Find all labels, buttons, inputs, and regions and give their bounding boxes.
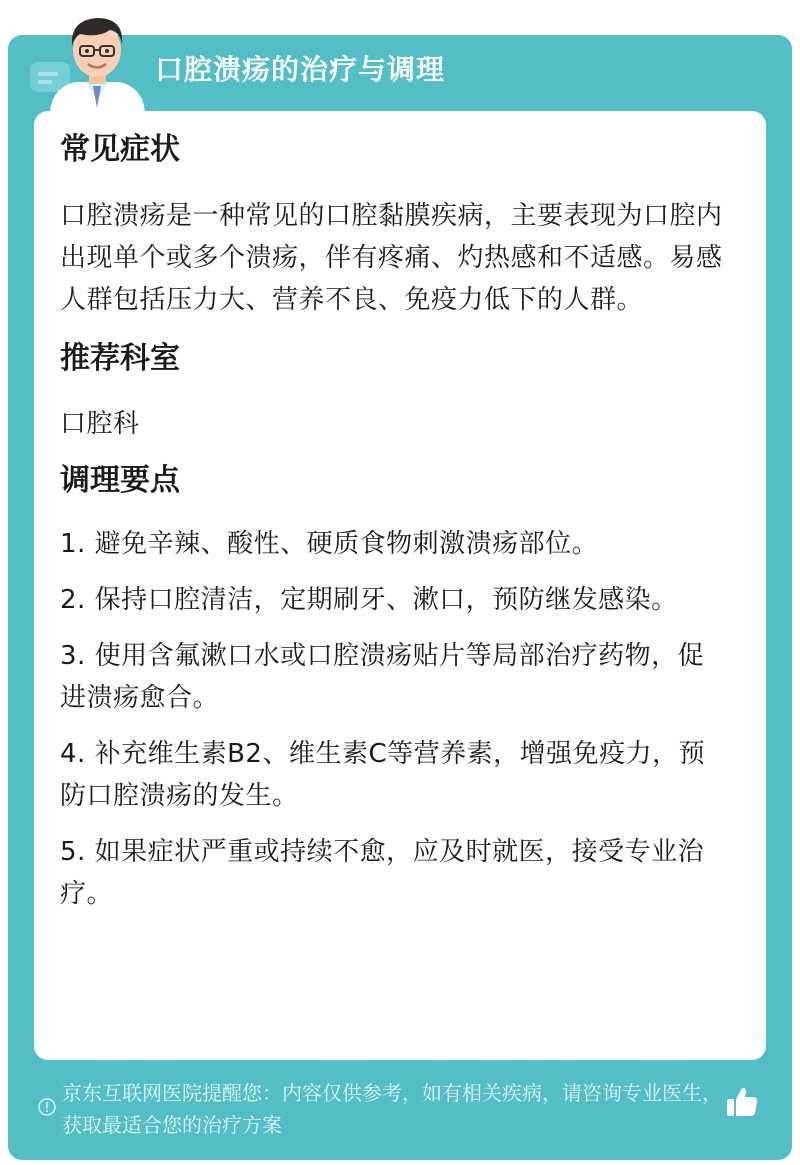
thumbs-up-icon[interactable] <box>724 1084 760 1120</box>
disclaimer-text: 京东互联网医院提醒您：内容仅供参考，如有相关疾病，请咨询专业医生，获取最适合您的治疗方案 <box>62 1081 722 1137</box>
article-content <box>60 130 730 915</box>
symptoms-heading: 常见症状 <box>60 132 180 167</box>
care-item-3: 3. 使用含氟漱口水或口腔溃疡贴片等局部治疗药物，促进溃疡愈合。 <box>60 641 705 713</box>
department-body: 口腔科 <box>60 409 140 439</box>
symptoms-body: 口腔溃疡是一种常见的口腔黏膜疾病，主要表现为口腔内出现单个或多个溃疡，伴有疼痛、灼热感和不适感。易感人群包括压力大、营养不良、免疫力低下的人群。 <box>60 201 723 315</box>
department-heading: 推荐科室 <box>60 341 180 376</box>
care-item-1: 1. 避免辛辣、酸性、硬质食物刺激溃疡部位。 <box>60 529 599 559</box>
info-icon <box>37 1097 57 1117</box>
care-item-5: 5. 如果症状严重或持续不愈，应及时就医，接受专业治疗。 <box>60 837 705 909</box>
care-item-4: 4. 补充维生素B2、维生素C等营养素，增强免疫力，预防口腔溃疡的发生。 <box>60 739 706 811</box>
care-heading: 调理要点 <box>60 463 180 498</box>
care-item-2: 2. 保持口腔清洁，定期刷牙、漱口，预防继发感染。 <box>60 585 678 615</box>
doctor-avatar-icon <box>40 8 155 112</box>
page-title: 口腔溃疡的治疗与调理 <box>155 53 446 86</box>
